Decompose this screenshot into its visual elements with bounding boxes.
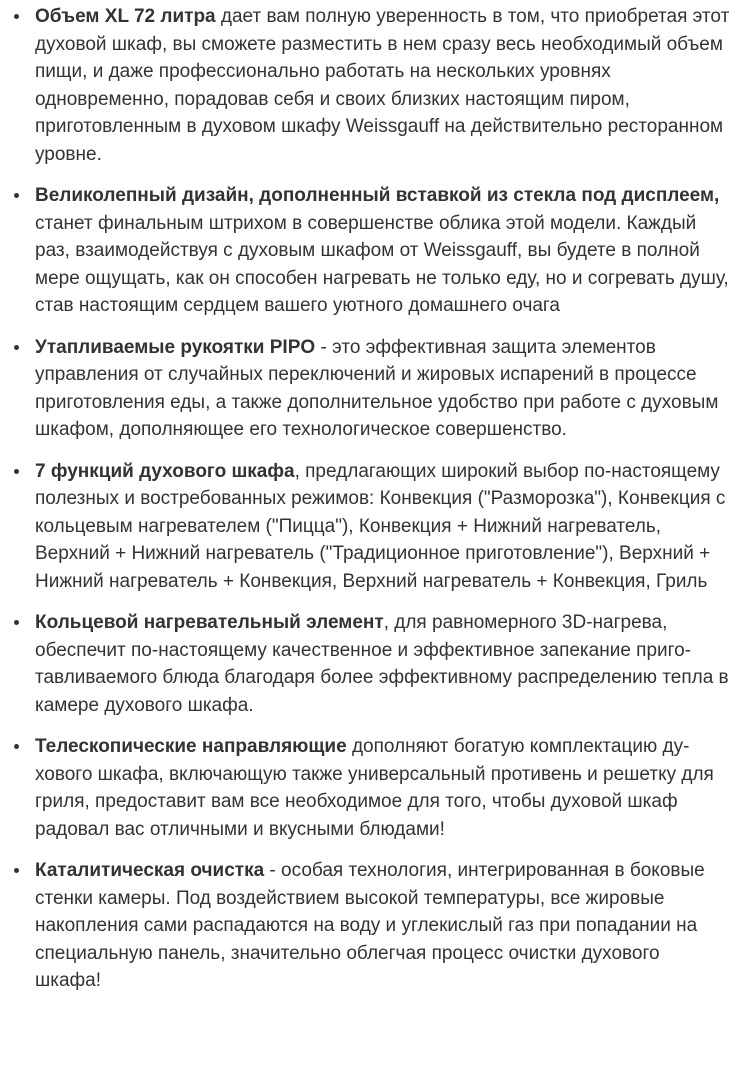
feature-item-pipo-handles: [35, 334, 730, 444]
feature-text: - это эффективная защита элементов управления от случайных переключений и жировых испарений в процессе приготовления еды, а также дополнительное удобство при работе с духовым шкафом, дополняющее его технологическое совершенство.: [35, 336, 719, 440]
feature-text: станет финальным штрихом в совершенстве облика этой модели. Каждый раз, взаимодействуя с духовым шкафом от Weissgauff, вы будете в полной мере ощущать, как он способен нагревать не только еду, но и согревать душу, став настоящим сердцем вашего уютного домашнего очага: [35, 212, 729, 316]
feature-item-design: [35, 182, 730, 320]
feature-item-telescopic-rails: [35, 733, 730, 843]
feature-text: , предлагающих широкий выбор по-настоящему полезных и востребованных режимов: Конвекция ("Разморозка"), Конвекция с кольцевым нагревателем ("Пицца"), Конвекция + Нижний нагреватель, Верхний + Нижний нагреватель ("Традиционное приготовление"), Верхний + Нижний нагреватель + Конвекция, Верхний нагреватель + Конвекция, Гриль: [35, 460, 726, 592]
feature-title: Телескопические направляющие: [35, 736, 347, 757]
feature-title: Каталитическая очистка: [35, 860, 265, 881]
feature-item-oven-functions: [35, 458, 730, 596]
feature-text: - особая технология, интегрированная в боковые стенки камеры. Под воздействием высокой температуры, все жировые накопления сами распадаются на воду и углекислый газ при попадании на специальную панель, значительно облегчая процесс очистки духового шкафа!: [35, 860, 705, 991]
feature-item-volume: [35, 3, 730, 168]
feature-list: [0, 3, 730, 995]
feature-item-ring-heater: [35, 609, 730, 719]
feature-title: Великолепный дизайн, дополненный вставкой из стекла под дисплеем,: [35, 185, 720, 206]
feature-title: 7 функций духового шкафа: [35, 460, 295, 482]
feature-item-catalytic-cleaning: [35, 857, 730, 995]
feature-text: дополняют богатую комплектацию духового шкафа, включающую также универсальный противень и решетку для гриля, предоставит вам все необходимое для того, чтобы духовой шкаф радовал вас отличными и вкусными блюдами!: [35, 736, 714, 840]
feature-title: Кольцевой нагревательный элемент: [35, 612, 384, 633]
feature-text: дает вам полную уверенность в том, что приобретая этот духовой шкаф, вы сможете разместить в нем сразу весь необходимый объем пищи, и даже профессионально работать на нескольких уровнях одновременно, порадовав себя и своих близких настоящим пиром, приготовленным в духовом шкафу Weissgauff на действительно ресторанном уровне.: [35, 6, 730, 165]
feature-title: Объем XL 72 литра: [35, 6, 216, 27]
feature-text: , для равномерного 3D-нагрева, обеспечит по-настоящему качественное и эффективное запекание приготавливаемого блюда благодаря более эффективному распределению тепла в камере духового шкафа.: [35, 612, 729, 716]
feature-title: Утапливаемые рукоятки PIPO: [35, 336, 316, 358]
